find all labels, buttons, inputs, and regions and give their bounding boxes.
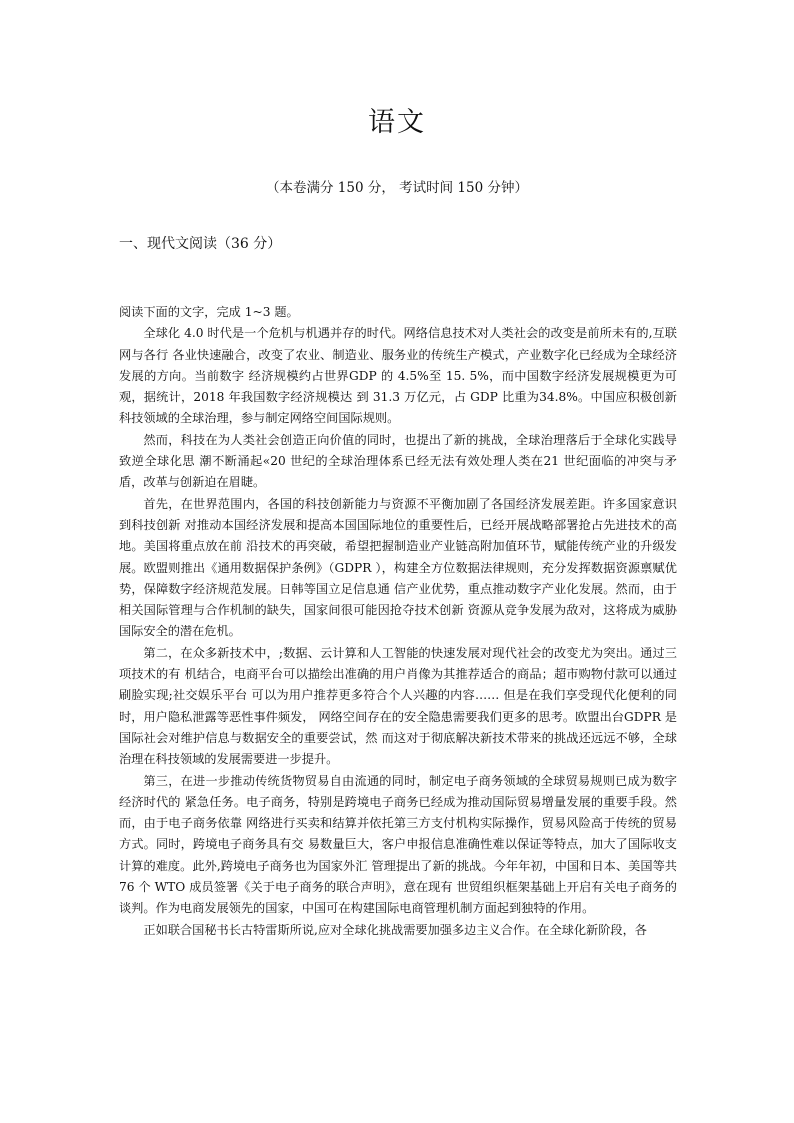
section-heading: 一、现代文阅读（36 分）: [119, 236, 282, 252]
reading-passage: [119, 302, 677, 941]
paragraph: 第二，在众多新技术中，;数据、云计算和人工智能的快速发展对现代社会的改变尤为突出。通过三项技术的有 机结合，电商平台可以描绘出准确的用户肖像为其推荐适合的商品；超市购物付款可以通过刷脸实现;社交娱乐平台 可以为用户推荐更多符合个人兴趣的内容…… 但是在我们享受现代化便利的同时，用户隐私泄露等恶性事件频发， 网络空间存在的安全隐患需要我们更多的思考。欧盟出台GDPR 是国际社会对维护信息与数据安全的重要尝试，然 而这对于彻底解决新技术带来的挑战还远远不够，全球治理在科技领域的发展需要进一步提升。: [119, 645, 677, 767]
question-instruction: 阅读下面的文字，完成 1~3 题。: [119, 305, 299, 319]
page-title: 语文: [368, 107, 426, 138]
paragraph: 全球化 4.0 时代是一个危机与机遇并存的时代。网络信息技术对人类社会的改变是前所未有的,互联网与各行 各业快速融合，改变了农业、制造业、服务业的传统生产模式，产业数字化已经成为全球经济发展的方向。当前数字 经济规模约占世界GDP 的 4.5%至 15. 5%，而中国数字经济发展规模更为可观，据统计，2018 年我国数字经济规模达 到 31.3 万亿元，占 GDP 比重为34.8%。中国应积极创新科技领域的全球治理，参与制定网络空间国际规则。: [119, 326, 677, 426]
paragraph: 第三，在进一步推动传统货物贸易自由流通的同时，制定电子商务领域的全球贸易规则已成为数字经济时代的 紧急任务。电子商务，特别是跨境电子商务已经成为推动国际贸易增量发展的重要手段。然而，由于电子商务依靠 网络进行买卖和结算并依托第三方支付机构实际操作，贸易风险高于传统的贸易方式。同时，跨境电子商务具有交 易数量巨大，客户申报信息准确性难以保证等特点，加大了国际收支计算的难度。此外,跨境电子商务也为国家外汇 管理提出了新的挑战。今年年初，中国和日本、美国等共 76 个 WTO 成员签署《关于电子商务的联合声明》，意在现有 世贸组织框架基础上开启有关电子商务的谈判。作为电商发展领先的国家，中国可在构建国际电商管理机制方面起到独特的作用。: [119, 773, 677, 916]
paragraph: 首先，在世界范围内，各国的科技创新能力与资源不平衡加剧了各国经济发展差距。许多国家意识到科技创新 对推动本国经济发展和提高本国国际地位的重要性后，已经开展战略部署抢占先进技术的高地。美国将重点放在前 沿技术的再突破，希望把握制造业产业链高附加值环节，赋能传统产业的升级发展。欧盟则推出《通用数据保护条例》（GDPR ），构建全方位数据法律规则，充分发挥数据资源禀赋优势，保障数字经济规范发展。日韩等国立足信息通 信产业优势，重点推动数字产业化发展。然而，由于相关国际管理与合作机制的缺失，国家间很可能因抢夺技术创新 资源从竞争发展为敌对，这将成为威胁国际安全的潜在危机。: [119, 496, 677, 639]
paragraph: 正如联合国秘书长古特雷斯所说,应对全球化挑战需要加强多边主义合作。在全球化新阶段，各: [143, 922, 647, 937]
paragraph: 然而，科技在为人类社会创造正向价值的同时，也提出了新的挑战，全球治理落后于全球化实践导致逆全球化思 潮不断涌起«20 世纪的全球治理体系已经无法有效处理人类在21 世纪面临的冲突与矛盾，改革与创新迫在眉睫。: [119, 432, 677, 490]
exam-info: （本卷满分 150 分， 考试时间 150 分钟）: [266, 180, 528, 196]
